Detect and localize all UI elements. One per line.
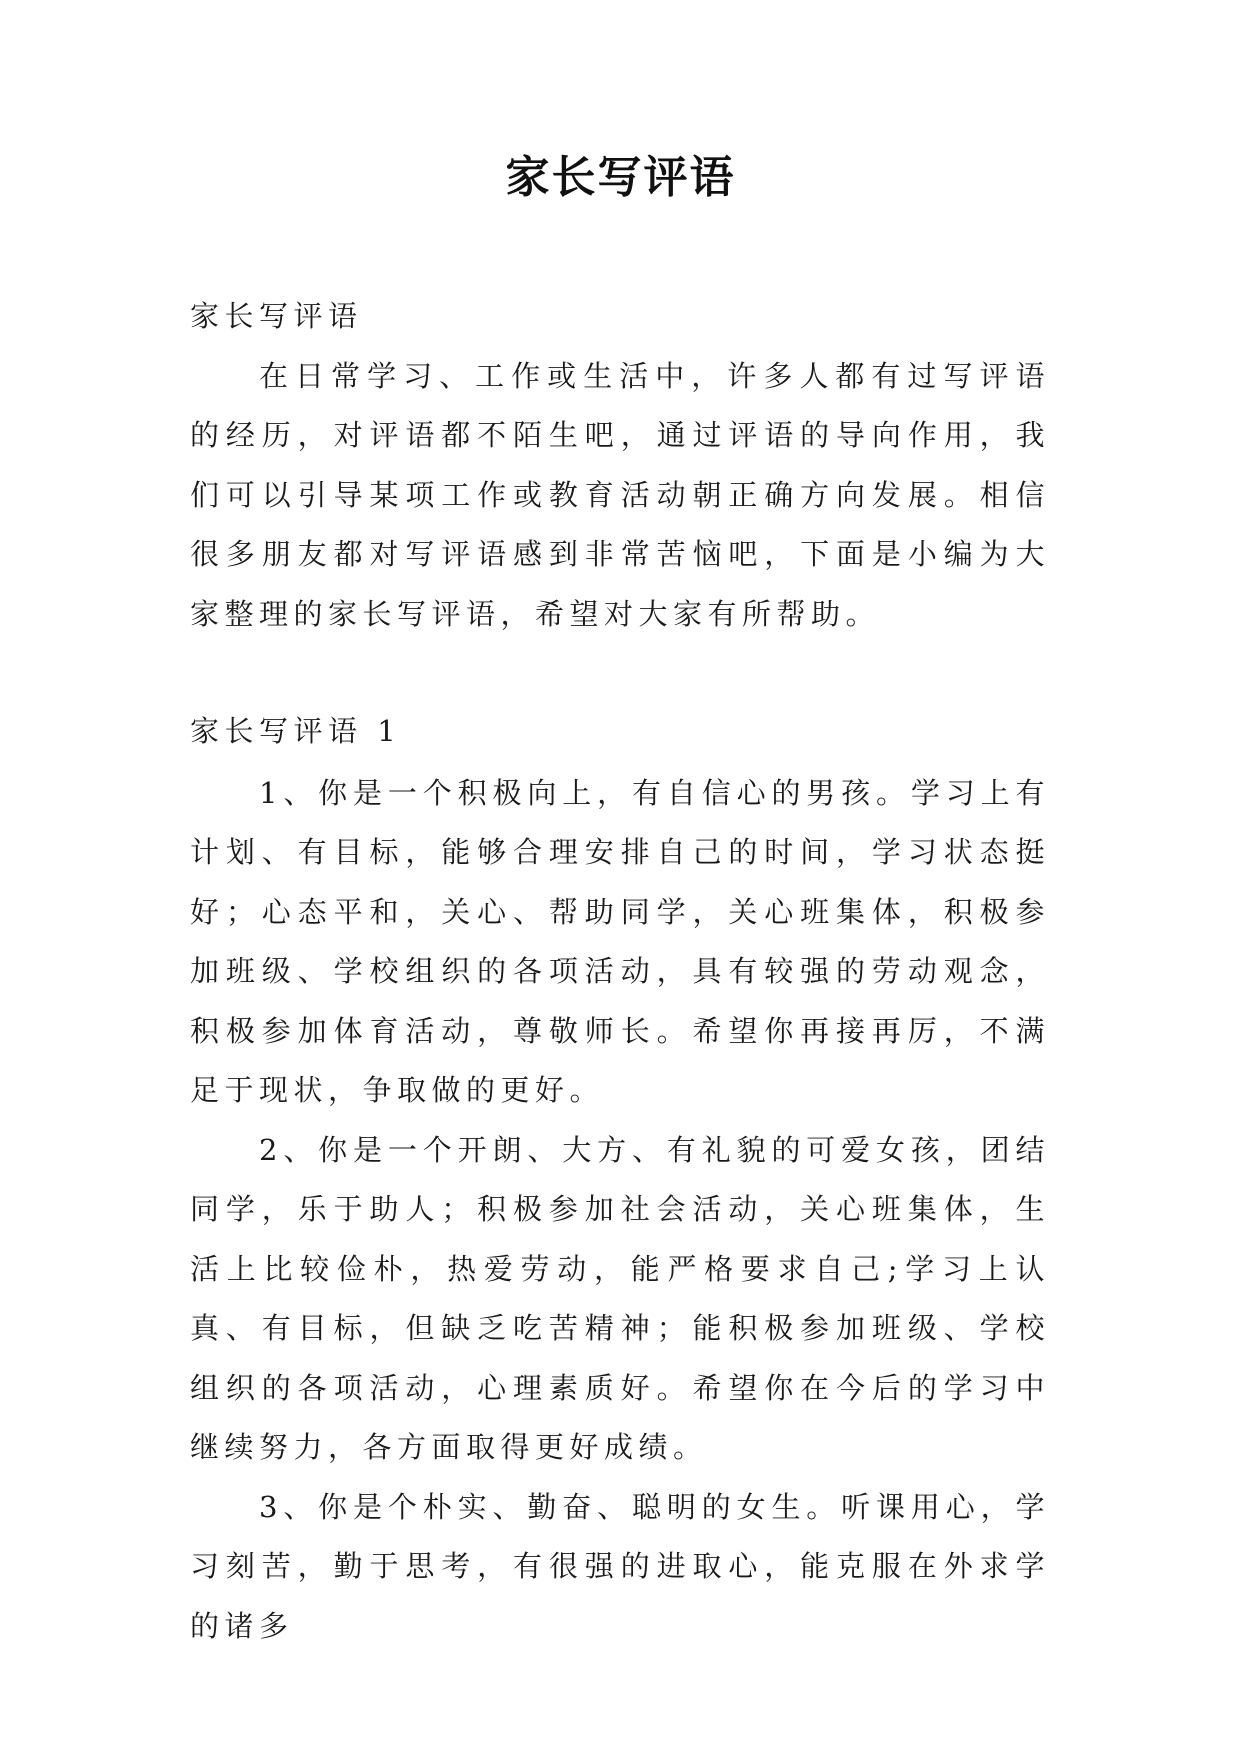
document-body bbox=[190, 287, 1050, 1656]
document-title: 家长写评语 bbox=[505, 152, 736, 203]
intro-paragraph: 在日常学习、工作或生活中，许多人都有过写评语的经历，对评语都不陌生吧，通过评语的导向作用，我们可以引导某项工作或教育活动朝正确方向发展。相信很多朋友都对写评语感到非常苦恼吧，下面是小编为大家整理的家长写评语，希望对大家有所帮助。 bbox=[190, 358, 1050, 631]
section-heading: 家长写评语 1 bbox=[190, 714, 402, 748]
comment-item-1: 1、你是一个积极向上，有自信心的男孩。学习上有计划、有目标，能够合理安排自己的时间，学习状态挺好；心态平和，关心、帮助同学，关心班集体，积极参加班级、学校组织的各项活动，具有较强的劳动观念，积极参加体育活动，尊敬师长。希望你再接再厉，不满足于现状，争取做的更好。 bbox=[190, 775, 1050, 1107]
comment-item-3: 3、你是个朴实、勤奋、聪明的女生。听课用心，学习刻苦，勤于思考，有很强的进取心，能克服在外求学的诸多 bbox=[190, 1489, 1050, 1643]
intro-heading: 家长写评语 bbox=[190, 299, 363, 333]
comment-item-2: 2、你是一个开朗、大方、有礼貌的可爱女孩，团结同学，乐于助人；积极参加社会活动，关心班集体，生活上比较俭朴，热爱劳动，能严格要求自己;学习上认真、有目标，但缺乏吃苦精神；能积极参加班级、学校组织的各项活动，心理素质好。希望你在今后的学习中继续努力，各方面取得更好成绩。 bbox=[190, 1132, 1050, 1464]
